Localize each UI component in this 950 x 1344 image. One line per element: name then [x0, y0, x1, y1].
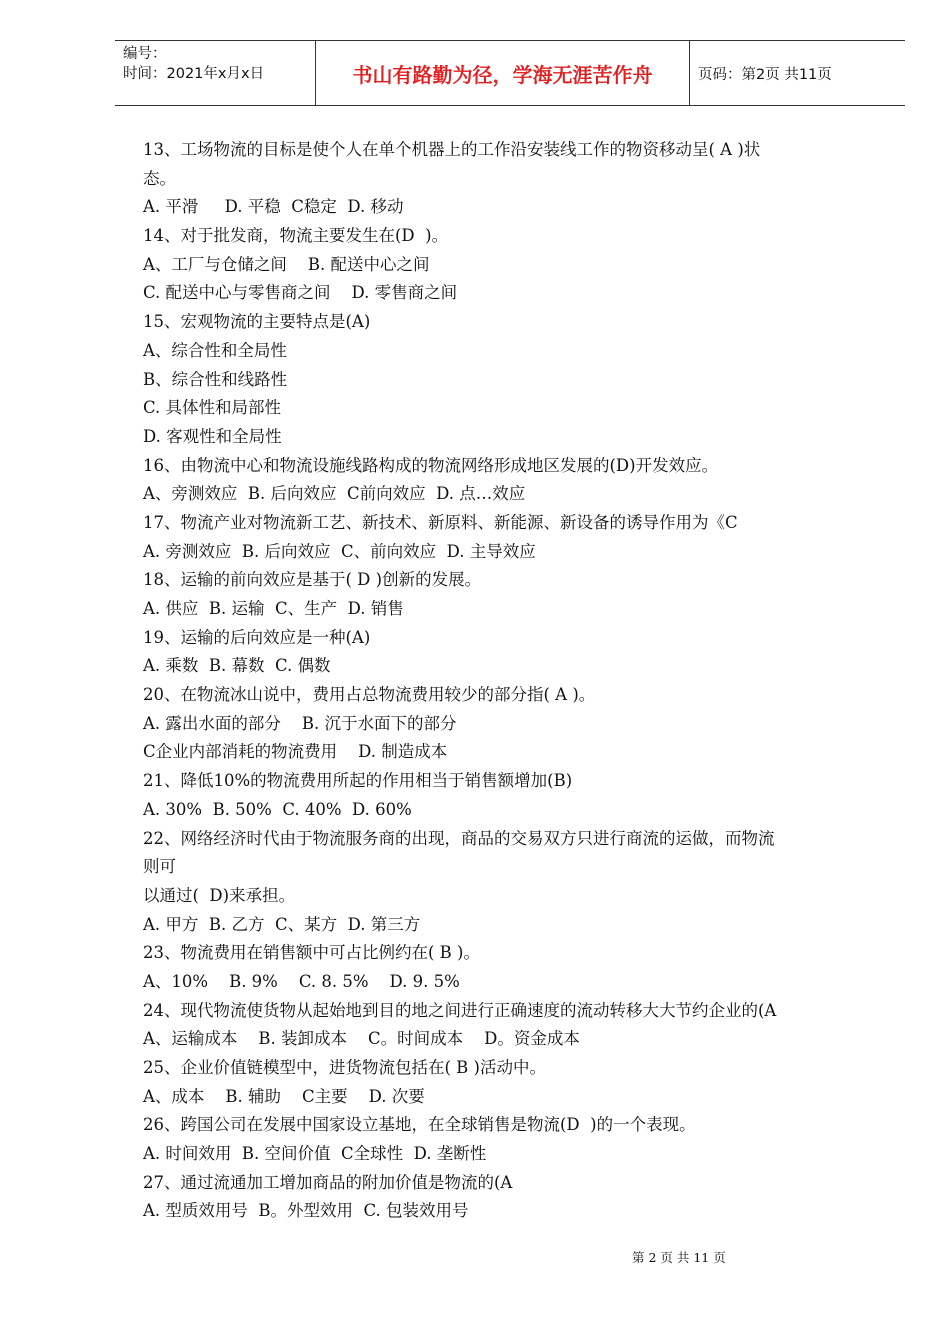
text-line: 23、物流费用在销售额中可占比例约在( B )。 — [143, 943, 480, 963]
text-line: A. 型质效用号 B。外型效用 C. 包装效用号 — [143, 1201, 469, 1221]
number-label: 编号： — [123, 46, 167, 62]
text-line: A、旁测效应 B. 后向效应 C前向效应 D. 点…效应 — [143, 484, 526, 504]
text-line: A. 露出水面的部分 B. 沉于水面下的部分 — [143, 713, 457, 733]
time-label: 时间：2021年x月x日 — [123, 66, 265, 82]
text-line: 13、工场物流的目标是使个人在单个机器上的工作沿安装线工作的物资移动呈( A )状 — [143, 140, 761, 159]
text-line: 24、现代物流使货物从起始地到目的地之间进行正确速度的流动转移大大节约企业的(A — [143, 1000, 777, 1020]
text-line: 14、对于批发商，物流主要发生在(D )。 — [143, 226, 449, 246]
text-line: 21、降低10%的物流费用所起的作用相当于销售额增加(B) — [143, 771, 573, 791]
text-line: 18、运输的前向效应是基于( D )创新的发展。 — [143, 570, 482, 590]
text-line: A、综合性和全局性 — [143, 340, 287, 360]
text-line: A. 供应 B. 运输 C、生产 D. 销售 — [143, 599, 404, 618]
text-line: A. 平滑 D. 平稳 C稳定 D. 移动 — [143, 197, 404, 217]
text-line: 17、物流产业对物流新工艺、新技术、新原料、新能源、新设备的诱导作用为《C — [143, 512, 738, 532]
text-line: 态。 — [143, 168, 176, 188]
text-line: A、运输成本 B. 装卸成本 C。时间成本 D。资金成本 — [143, 1029, 580, 1049]
text-line: 22、网络经济时代由于物流服务商的出现，商品的交易双方只进行商流的运做，而物流 — [143, 828, 775, 848]
text-line: 20、在物流冰山说中，费用占总物流费用较少的部分指( A )。 — [143, 685, 596, 705]
text-line: 则可 — [143, 857, 176, 877]
text-line: A. 乘数 B. 幕数 C. 偶数 — [143, 656, 331, 676]
text-line: A、成本 B. 辅助 C主要 D. 次要 — [143, 1086, 425, 1106]
text-line: B、综合性和线路性 — [143, 369, 288, 389]
text-line: A. 旁测效应 B. 后向效应 C、前向效应 D. 主导效应 — [143, 541, 536, 561]
text-line: A、10% B. 9% C. 8. 5% D. 9. 5% — [143, 971, 460, 991]
text-line: 16、由物流中心和物流设施线路构成的物流网络形成地区发展的(D)开发效应。 — [143, 455, 719, 475]
header-motto: 书山有路勤为径，学海无涯苦作舟 — [316, 41, 690, 105]
text-line: A. 甲方 B. 乙方 C、某方 D. 第三方 — [143, 914, 421, 934]
text-line: C. 配送中心与零售商之间 D. 零售商之间 — [143, 283, 458, 303]
text-line: 以通过( D)来承担。 — [143, 885, 296, 905]
text-line: 26、跨国公司在发展中国家设立基地，在全球销售是物流(D )的一个表现。 — [143, 1115, 696, 1135]
text-line: 15、宏观物流的主要特点是(A) — [143, 312, 371, 332]
text-line: C. 具体性和局部性 — [143, 398, 282, 418]
header-meta — [115, 41, 316, 105]
question-list — [143, 136, 878, 1226]
text-line: A. 30% B. 50% C. 40% D. 60% — [143, 799, 412, 819]
text-line: 25、企业价值链模型中，进货物流包括在( B )活动中。 — [143, 1058, 546, 1077]
text-line: 27、通过流通加工增加商品的附加价值是物流的(A — [143, 1172, 513, 1192]
text-line: 19、运输的后向效应是一种(A) — [143, 627, 371, 647]
text-line: A. 时间效用 B. 空间价值 C全球性 D. 垄断性 — [143, 1144, 487, 1164]
text-line: A、工厂与仓储之间 B. 配送中心之间 — [143, 254, 430, 274]
page-header — [115, 40, 905, 106]
page-footer: 第 2 页 共 11 页 — [632, 1250, 726, 1265]
header-page-info: 页码：第2页 共11页 — [698, 66, 832, 83]
text-line: D. 客观性和全局性 — [143, 426, 282, 446]
text-line: C企业内部消耗的物流费用 D. 制造成本 — [143, 742, 448, 762]
